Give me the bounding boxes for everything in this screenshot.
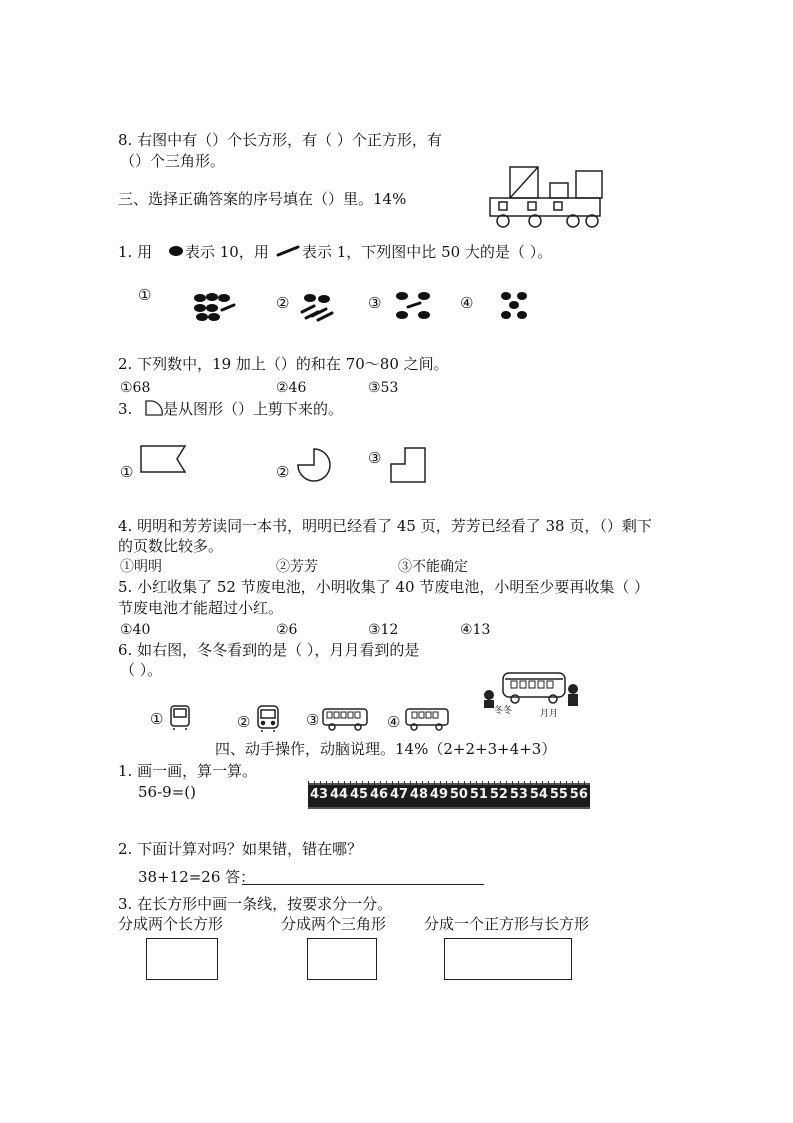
q6-option-4-bus-side: [404, 706, 452, 732]
q4-option-2: ②芳芳: [276, 559, 318, 575]
ruler-ticks: [308, 781, 590, 785]
ruler-number: 48: [409, 787, 429, 802]
q3-option-1-label: ①: [120, 463, 134, 481]
yueyue-body: [568, 694, 578, 706]
q8-line1: 8. 右图中有（）个长方形，有（ ）个正方形，有: [118, 131, 442, 149]
q4-option-3: ③不能确定: [398, 559, 468, 575]
p1-expression: 56-9=(): [138, 783, 196, 801]
q3-option-1-shape: [139, 444, 189, 476]
q6-line2: （ ）。: [120, 661, 163, 679]
ruler-numbers: [310, 787, 588, 802]
truck-wheel-2: [529, 215, 541, 227]
truck-cargo-square: [550, 183, 568, 198]
section4-heading: 四、动手操作，动脑说理。14%（2+2+3+4+3）: [215, 740, 557, 758]
ruler-number: 43: [310, 787, 329, 802]
p2-expression: 38+12=26 答：: [138, 868, 256, 886]
scene-bus-body: [503, 673, 565, 697]
p3-label-2: 分成两个三角形: [281, 915, 387, 933]
q6-line1: 6. 如右图，冬冬看到的是（ ），月月看到的是: [118, 641, 420, 659]
ruler-number: 46: [369, 787, 389, 802]
q1-option-4-label: ④: [460, 294, 474, 312]
p3-label-1: 分成两个长方形: [118, 915, 224, 933]
q4-line1: 4. 明明和芳芳读同一本书，明明已经看了 45 页，芳芳已经看了 38 页，（）剩下: [118, 517, 652, 535]
q3-prefix: 3.: [118, 400, 133, 418]
q1-option-2-label: ②: [276, 294, 290, 312]
ruler-number: 51: [469, 787, 488, 802]
ruler-number: 47: [389, 787, 409, 802]
truck-window-1: [499, 202, 507, 210]
q3-option-2-shape: [296, 447, 334, 485]
p3-rectangle-2[interactable]: [307, 938, 377, 980]
p2-answer-line[interactable]: [242, 884, 484, 885]
q3-option-3-shape: [389, 446, 429, 486]
q1-prefix: 1. 用: [118, 243, 153, 261]
q5-option-2: ②6: [276, 622, 298, 638]
q1-mid2: 表示 1，下列图中比 50 大的是（ ）。: [302, 243, 553, 261]
q6-option-3-label: ③: [306, 711, 320, 729]
q6-option-2-bus-front: [255, 704, 283, 734]
q4-option-1: ①明明: [120, 559, 162, 575]
ruler-number: 56: [569, 787, 588, 802]
p3-label-3: 分成一个正方形与长方形: [424, 915, 590, 933]
q1-mid1: 表示 10，用: [185, 243, 269, 261]
section3-heading: 三、选择正确答案的序号填在（）里。14%: [118, 190, 407, 208]
q2-option-2: ②46: [276, 380, 307, 396]
q3-option-3-label: ③: [368, 449, 382, 467]
yueyue-head: [568, 684, 578, 694]
q3-option-2-label: ②: [276, 463, 290, 481]
truck-cab-diagonal: [510, 167, 538, 198]
ruler-number: 54: [529, 787, 548, 802]
q5-option-4: ④13: [460, 622, 491, 638]
ruler-number: 50: [449, 787, 468, 802]
ruler-number: 55: [549, 787, 568, 802]
q2-option-3: ③53: [368, 380, 399, 396]
ruler-number: 45: [349, 787, 369, 802]
q3-suffix: 是从图形（）上剪下来的。: [163, 400, 344, 418]
ruler-number: 44: [329, 787, 349, 802]
q3-quarter-circle-icon: [144, 399, 164, 417]
label-yueyue: 月月: [540, 709, 559, 719]
ruler-number: 49: [429, 787, 448, 802]
q6-option-3-bus-side: [321, 706, 371, 732]
q6-option-1-bus-back: [168, 704, 194, 732]
q2-option-1: ①68: [120, 380, 151, 396]
truck-wheel-1: [497, 215, 509, 227]
dongdong-head: [484, 690, 494, 700]
q1-option-4-figure: [500, 291, 530, 321]
q1-option-2-figure: [298, 290, 338, 322]
q6-scene-illustration: [475, 665, 585, 723]
q5-option-1: ①40: [120, 622, 151, 638]
q1-option-1-figure: [192, 292, 238, 322]
p3-rectangle-1[interactable]: [146, 938, 218, 980]
truck-back-rect: [576, 171, 602, 198]
dongdong-body: [484, 700, 494, 708]
q1-option-3-figure: [394, 291, 436, 321]
q4-line2: 的页数比较多。: [118, 537, 224, 555]
q5-line2: 节废电池才能超过小红。: [118, 599, 284, 617]
truck-window-3: [554, 202, 562, 210]
ten-disc-icon: [168, 244, 184, 258]
q5-option-3: ③12: [368, 622, 399, 638]
truck-figure: [488, 163, 608, 233]
ruler-number: 52: [489, 787, 508, 802]
truck-wheel-4: [586, 215, 598, 227]
q6-option-2-label: ②: [237, 713, 251, 731]
q6-option-4-label: ④: [387, 713, 401, 731]
q8-line2: （）个三角形。: [120, 152, 226, 170]
number-ruler: [308, 783, 590, 809]
p3-title: 3. 在长方形中画一条线，按要求分一分。: [118, 895, 393, 913]
q1-option-1-label: ①: [138, 286, 152, 304]
q6-option-1-label: ①: [150, 710, 164, 728]
q5-line1: 5. 小红收集了 52 节废电池，小明收集了 40 节废电池，小明至少要再收集（ ）: [118, 578, 650, 596]
truck-window-2: [528, 202, 536, 210]
p3-rectangle-3[interactable]: [444, 938, 572, 980]
p1-title: 1. 画一画，算一算。: [118, 762, 258, 780]
q2-question: 2. 下列数中，19 加上（）的和在 70～80 之间。: [118, 355, 449, 373]
q1-option-3-label: ③: [368, 294, 382, 312]
truck-wheel-3: [567, 215, 579, 227]
ruler-number: 53: [509, 787, 528, 802]
p2-title: 2. 下面计算对吗？如果错，错在哪？: [118, 840, 363, 858]
label-dongdong: 冬冬: [494, 706, 513, 716]
one-stick-icon: [276, 244, 300, 258]
